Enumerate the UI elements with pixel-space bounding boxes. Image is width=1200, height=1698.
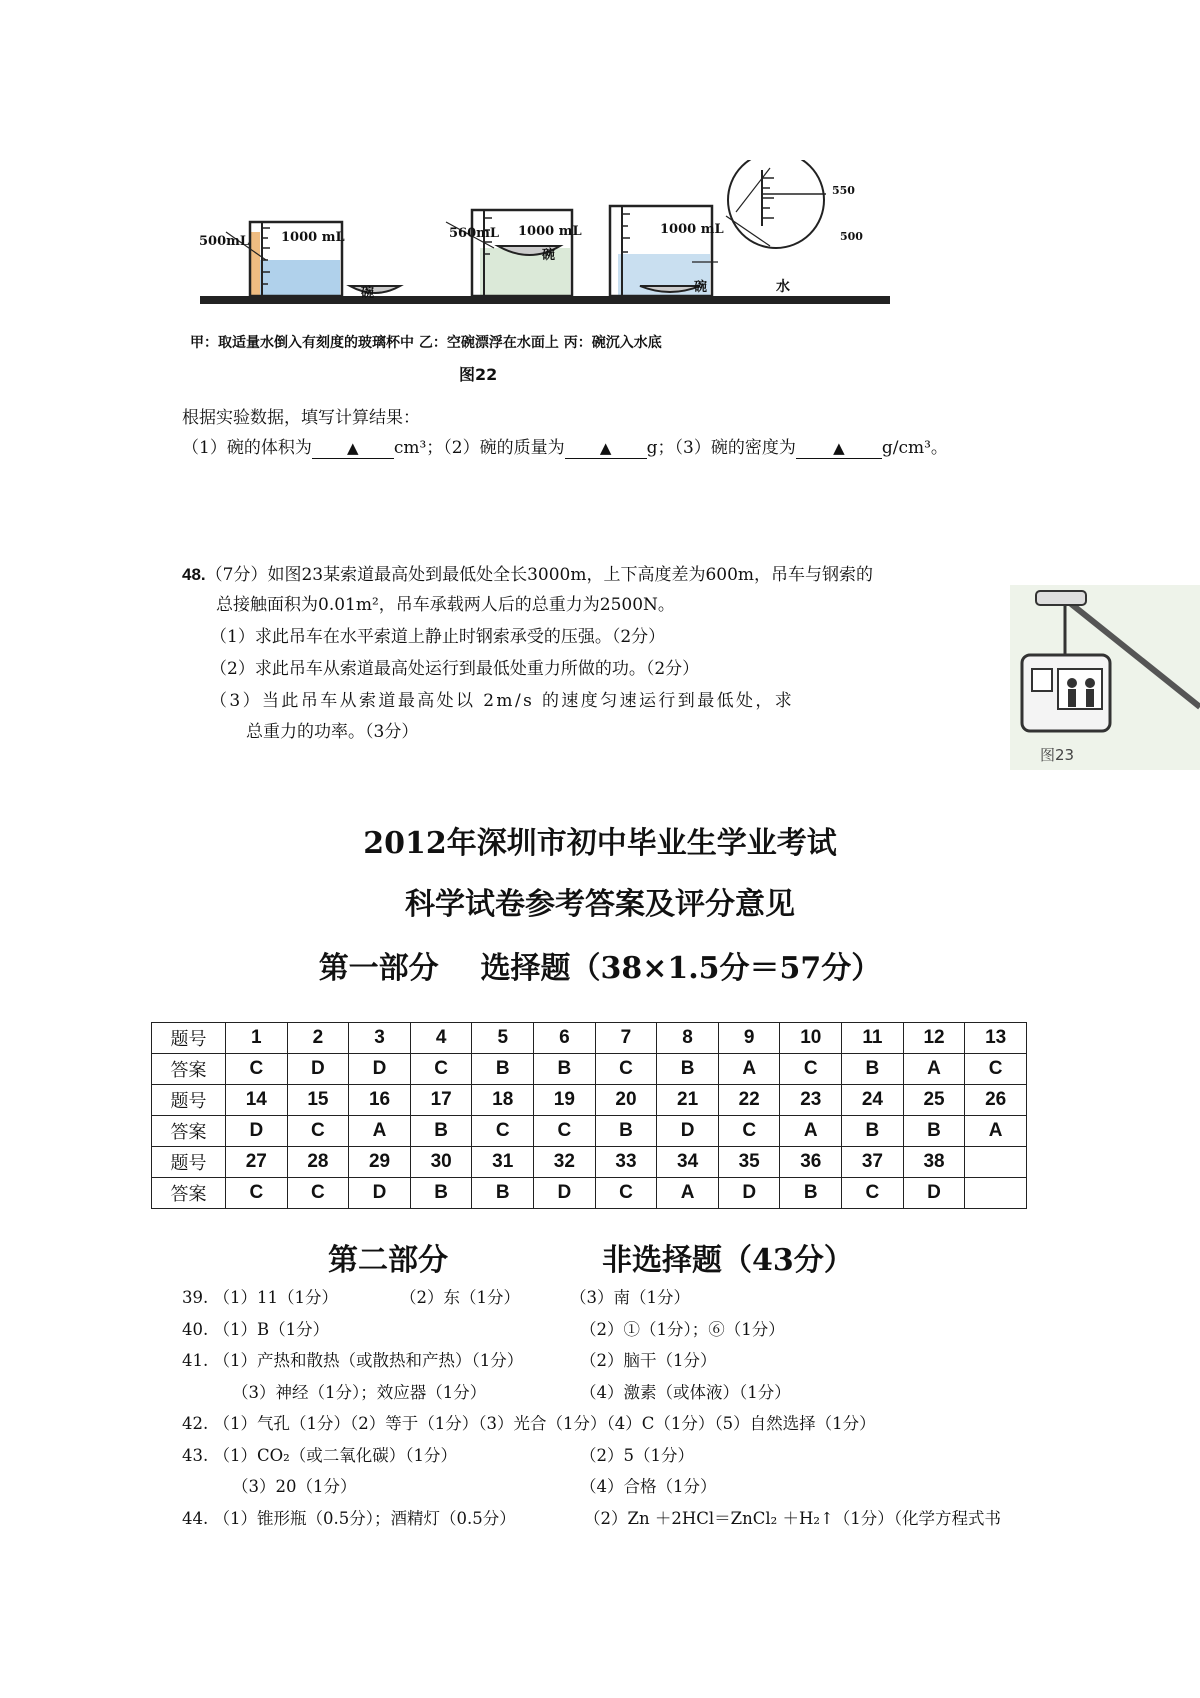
question-number-cell: 17 xyxy=(410,1085,472,1116)
q48-sub2: （2）求此吊车从索道最高处运行到最低处重力所做的功。（2分） xyxy=(210,659,700,679)
label-water: 水 xyxy=(776,279,790,295)
blank-mark: ▲ xyxy=(347,439,359,457)
row-label-answer: 答案 xyxy=(152,1116,226,1147)
answer-cell: C xyxy=(472,1116,534,1147)
row-label-answer: 答案 xyxy=(152,1178,226,1209)
sol-39b: （2）东（1分） xyxy=(400,1288,520,1307)
question-number-cell: 20 xyxy=(595,1085,657,1116)
question-number-cell: 2 xyxy=(287,1023,349,1054)
answer-cell: D xyxy=(718,1178,780,1209)
q47-blank-1 xyxy=(312,438,394,459)
question-number-cell: 33 xyxy=(595,1147,657,1178)
sol-39a: 39. （1）11（1分） xyxy=(182,1288,338,1307)
answer-cell: B xyxy=(842,1116,904,1147)
label-1000ml-a: 1000 mL xyxy=(281,230,345,245)
table-row-numbers xyxy=(152,1085,1027,1116)
answer-table xyxy=(151,1022,1027,1209)
question-number-cell: 23 xyxy=(780,1085,842,1116)
answer-cell: B xyxy=(472,1178,534,1209)
part1-title: 第一部分 选择题（38×1.5分＝57分） xyxy=(318,951,882,986)
question-number-cell: 29 xyxy=(349,1147,411,1178)
answer-cell: B xyxy=(780,1178,842,1209)
answer-cell: C xyxy=(287,1178,349,1209)
sol-40b: （2）①（1分）；⑥（1分） xyxy=(580,1320,785,1339)
part2-title-a: 第二部分 xyxy=(328,1243,448,1278)
answer-cell: D xyxy=(534,1178,596,1209)
sol-41c: （3）神经（1分）；效应器（1分） xyxy=(232,1383,487,1402)
question-number-cell: 16 xyxy=(349,1085,411,1116)
answer-cell: D xyxy=(657,1116,719,1147)
answer-cell: B xyxy=(595,1116,657,1147)
question-number-cell: 7 xyxy=(595,1023,657,1054)
blank-mark: ▲ xyxy=(833,439,845,457)
answer-cell: D xyxy=(287,1054,349,1085)
answer-cell: B xyxy=(410,1178,472,1209)
question-number-cell: 10 xyxy=(780,1023,842,1054)
question-number-cell xyxy=(965,1147,1027,1178)
row-label-number: 题号 xyxy=(152,1147,226,1178)
sol-43b: （2）5（1分） xyxy=(580,1446,694,1465)
label-bowl-c: 碗 xyxy=(694,280,708,295)
question-number-cell: 21 xyxy=(657,1085,719,1116)
q47-intro: 根据实验数据，填写计算结果： xyxy=(182,408,420,428)
row-label-number: 题号 xyxy=(152,1085,226,1116)
question-number-cell: 18 xyxy=(472,1085,534,1116)
question-number-cell: 22 xyxy=(718,1085,780,1116)
answer-cell: B xyxy=(903,1116,965,1147)
answer-cell: C xyxy=(226,1178,288,1209)
question-number-cell: 36 xyxy=(780,1147,842,1178)
answer-cell: A xyxy=(965,1116,1027,1147)
answer-cell: C xyxy=(718,1116,780,1147)
sol-41b: （2）脑干（1分） xyxy=(580,1351,717,1370)
q48-line2: 总接触面积为0.01m²，吊车承载两人后的总重力为2500N。 xyxy=(216,595,675,615)
answer-cell: D xyxy=(903,1178,965,1209)
answer-cell: A xyxy=(780,1116,842,1147)
question-number-cell: 15 xyxy=(287,1085,349,1116)
sol-41d: （4）激素（或体液）（1分） xyxy=(580,1383,791,1402)
question-number-cell: 3 xyxy=(349,1023,411,1054)
answer-cell: D xyxy=(226,1116,288,1147)
figure-23-number: 图23 xyxy=(1040,746,1075,764)
row-label-number: 题号 xyxy=(152,1023,226,1054)
answer-cell: C xyxy=(780,1054,842,1085)
answer-cell: A xyxy=(657,1178,719,1209)
sol-42: 42. （1）气孔（1分）（2）等于（1分）（3）光合（1分）（4）C（1分）（5）自然选择（1分） xyxy=(182,1414,876,1433)
answer-cell: B xyxy=(472,1054,534,1085)
sol-43d: （4）合格（1分） xyxy=(580,1477,717,1496)
label-bowl-a: 碗 xyxy=(361,286,375,301)
q48-sub3b: 总重力的功率。（3分） xyxy=(246,722,419,742)
q47-part2-unit: g； xyxy=(646,438,675,458)
q47-blank-3 xyxy=(796,438,882,459)
figure-22-number: 图22 xyxy=(459,365,498,384)
question-number-cell: 24 xyxy=(842,1085,904,1116)
q47-blank-2 xyxy=(565,438,647,459)
answer-cell: D xyxy=(349,1178,411,1209)
answer-cell: B xyxy=(842,1054,904,1085)
question-number-cell: 26 xyxy=(965,1085,1027,1116)
q47-part3-prefix: （3）碗的密度为 xyxy=(674,438,796,458)
q48-stem-1: （7分）如图23某索道最高处到最低处全长3000m，上下高度差为600m，吊车与钢索的 xyxy=(205,565,874,585)
answer-cell: C xyxy=(842,1178,904,1209)
question-number-cell: 14 xyxy=(226,1085,288,1116)
question-number-cell: 4 xyxy=(410,1023,472,1054)
sol-43c: （3）20（1分） xyxy=(232,1477,357,1496)
scale-550: 550 xyxy=(832,184,855,197)
sol-43a: 43. （1）CO₂（或二氧化碳）（1分） xyxy=(182,1446,457,1465)
row-label-answer: 答案 xyxy=(152,1054,226,1085)
question-number-cell: 19 xyxy=(534,1085,596,1116)
answer-cell: C xyxy=(287,1116,349,1147)
sol-41a: 41. （1）产热和散热（或散热和产热）（1分） xyxy=(182,1351,524,1370)
label-bowl-b: 碗 xyxy=(542,248,556,263)
question-number-cell: 37 xyxy=(842,1147,904,1178)
answer-cell: B xyxy=(657,1054,719,1085)
answer-cell: A xyxy=(903,1054,965,1085)
question-number-cell: 13 xyxy=(965,1023,1027,1054)
answer-cell: C xyxy=(410,1054,472,1085)
question-number-cell: 9 xyxy=(718,1023,780,1054)
answer-cell xyxy=(965,1178,1027,1209)
q47-part1-unit: cm³； xyxy=(393,438,444,458)
q47-part2-prefix: （2）碗的质量为 xyxy=(443,438,565,458)
answer-cell: D xyxy=(349,1054,411,1085)
blank-mark: ▲ xyxy=(599,439,612,457)
sol-40a: 40. （1）B（1分） xyxy=(182,1320,330,1339)
question-number-cell: 31 xyxy=(472,1147,534,1178)
sol-44a: 44. （1）锥形瓶（0.5分）；酒精灯（0.5分） xyxy=(182,1509,516,1528)
answer-cell: C xyxy=(595,1178,657,1209)
answer-cell: B xyxy=(534,1054,596,1085)
table-row-answers xyxy=(152,1054,1027,1085)
question-number-cell: 32 xyxy=(534,1147,596,1178)
label-560ml: 560mL xyxy=(449,226,500,241)
sol-39c: （3）南（1分） xyxy=(570,1288,690,1307)
q48-sub3a: （3）当此吊车从索道最高处以 2m/s 的速度匀速运行到最低处，求 xyxy=(210,691,795,711)
sol-44b: （2）Zn ＋2HCl＝ZnCl₂ ＋H₂↑（1分）（化学方程式书 xyxy=(584,1509,1002,1528)
question-number-cell: 34 xyxy=(657,1147,719,1178)
q48-number: 48. xyxy=(182,565,206,584)
answer-cell: C xyxy=(226,1054,288,1085)
answer-cell: A xyxy=(349,1116,411,1147)
question-number-cell: 5 xyxy=(472,1023,534,1054)
q48-sub1: （1）求此吊车在水平索道上静止时钢索承受的压强。（2分） xyxy=(210,627,666,647)
table-row-answers xyxy=(152,1178,1027,1209)
question-number-cell: 38 xyxy=(903,1147,965,1178)
q47-part3-unit: g/cm³。 xyxy=(881,438,948,458)
answer-cell: C xyxy=(534,1116,596,1147)
question-number-cell: 8 xyxy=(657,1023,719,1054)
figure-22 xyxy=(170,160,910,390)
table-row-answers xyxy=(152,1116,1027,1147)
scale-500: 500 xyxy=(840,230,863,243)
question-number-cell: 1 xyxy=(226,1023,288,1054)
q47-part1-prefix: （1）碗的体积为 xyxy=(182,438,312,458)
question-number-cell: 11 xyxy=(842,1023,904,1054)
figure-23 xyxy=(1010,585,1200,770)
part2-title-b: 非选择题（43分） xyxy=(602,1243,854,1278)
answer-cell: C xyxy=(965,1054,1027,1085)
question-number-cell: 12 xyxy=(903,1023,965,1054)
label-500ml: 500mL xyxy=(199,234,250,249)
label-1000ml-c: 1000 mL xyxy=(660,222,724,237)
answer-key-title: 2012年深圳市初中毕业生学业考试 xyxy=(363,826,837,861)
q48-line1 xyxy=(182,560,873,585)
question-number-cell: 6 xyxy=(534,1023,596,1054)
question-number-cell: 27 xyxy=(226,1147,288,1178)
label-1000ml-b: 1000 mL xyxy=(518,224,582,239)
question-number-cell: 28 xyxy=(287,1147,349,1178)
table-row-numbers xyxy=(152,1147,1027,1178)
answer-cell: C xyxy=(595,1054,657,1085)
q47-answers-line xyxy=(182,433,948,459)
question-number-cell: 35 xyxy=(718,1147,780,1178)
table-row-numbers xyxy=(152,1023,1027,1054)
question-number-cell: 30 xyxy=(410,1147,472,1178)
figure-22-caption-line: 甲：取适量水倒入有刻度的玻璃杯中 乙：空碗漂浮在水面上 丙：碗沉入水底 xyxy=(190,335,662,351)
answer-cell: A xyxy=(718,1054,780,1085)
answer-cell: B xyxy=(410,1116,472,1147)
question-number-cell: 25 xyxy=(903,1085,965,1116)
answer-key-subtitle: 科学试卷参考答案及评分意见 xyxy=(405,887,795,922)
